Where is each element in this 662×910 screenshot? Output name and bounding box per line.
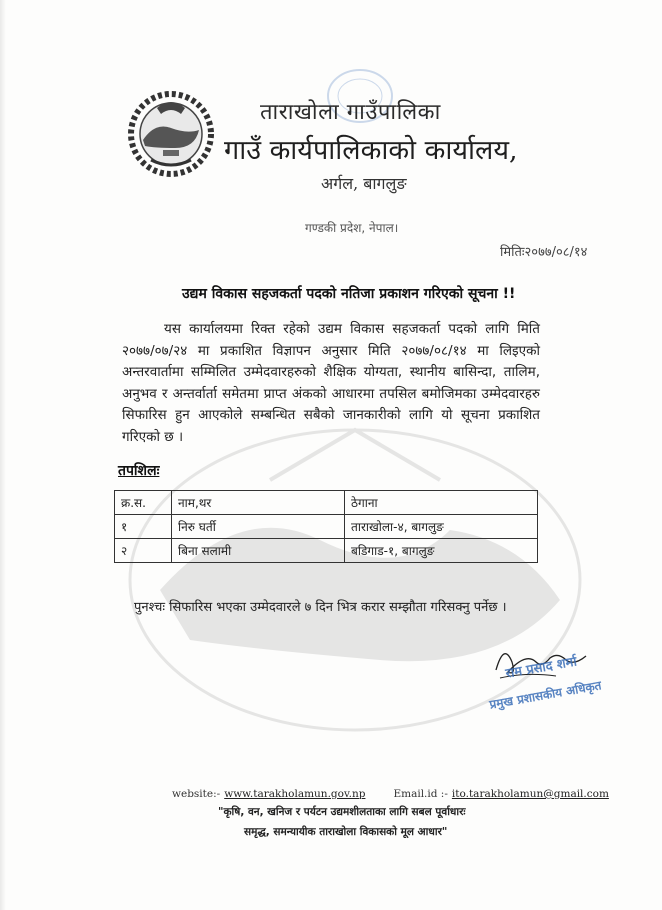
table-row: [115, 539, 538, 563]
nepal-government-emblem-icon: [127, 88, 215, 178]
email-label: Email.id :-: [393, 788, 448, 800]
row-sn: २: [115, 539, 172, 563]
row-sn: १: [115, 515, 172, 539]
motto-line-1: "कृषि, वन, खनिज र पर्यटन उद्यमशीलताका लागि सबल पूर्वाधारः: [218, 806, 466, 818]
email-link[interactable]: ito.tarakholamun@gmail.com: [451, 788, 609, 800]
municipality-name: ताराखोला गाउँपालिका: [260, 100, 441, 125]
signatory-name: राम प्रसाद शर्मा: [504, 654, 578, 682]
office-address: अर्गल, बागलुङ: [321, 174, 407, 193]
header-address: ठेगाना: [345, 491, 538, 515]
website-label: website:-: [172, 788, 221, 800]
website-link[interactable]: www.tarakholamun.gov.np: [224, 788, 366, 800]
notice-subject: उद्यम विकास सहजकर्ता पदको नतिजा प्रकाशन गरिएको सूचना !!: [182, 286, 516, 302]
motto-line-2: समृद्ध, समन्यायीक ताराखोला विकासको मूल आधार": [244, 826, 448, 838]
row-address: बडिगाड-१, बागलुङ: [345, 539, 538, 563]
province-line: गण्डकी प्रदेश, नेपाल।: [305, 221, 399, 235]
row-name: निरु घर्ती: [172, 515, 345, 539]
schedule-title: तपशिलः: [118, 463, 160, 479]
candidate-table: [114, 490, 538, 563]
footer-contact: [172, 788, 609, 800]
row-address: ताराखोला-४, बागलुङ: [345, 515, 538, 539]
table-header-row: [115, 491, 538, 515]
notice-body: यस कार्यालयमा रिक्त रहेको उद्यम विकास सहजकर्ता पदको लागि मिति २०७७/०७/२४ मा प्रकाशित विज्ञापन अनुसार मिति २०७७/०८/१४ मा लिइएको अन्तरवार्तामा सम्मिलित उम्मेदवारहरुको शैक्षिक योग्यता, स्थानीय बासिन्दा, तालिम, अनुभव र अन्तर्वार्ता समेतमा प्राप्त अंकको आधारमा तपसिल बमोजिमका उम्मेदवारहरु सिफारिस हुन आएकोले सम्बन्धित सबैको जानकारीको लागि यो सूचना प्रकाशित गरिएको छ ।: [122, 321, 540, 445]
signatory-title: प्रमुख प्रशासकीय अधिकृत: [488, 678, 603, 712]
table-row: [115, 515, 538, 539]
page-edge-shadow: [0, 0, 6, 910]
header-name: नाम,थर: [172, 491, 345, 515]
notice-date: मितिः२०७७/०८/१४: [500, 245, 588, 260]
header-sn: क्र.स.: [115, 491, 172, 515]
row-name: बिना सलामी: [172, 539, 345, 563]
postscript: पुनश्चः सिफारिस भएका उम्मेदवारले ७ दिन भित्र करार सम्झौता गरिसक्नु पर्नेछ ।: [134, 600, 507, 615]
office-name: गाउँ कार्यपालिकाको कार्यालय,: [224, 135, 518, 166]
